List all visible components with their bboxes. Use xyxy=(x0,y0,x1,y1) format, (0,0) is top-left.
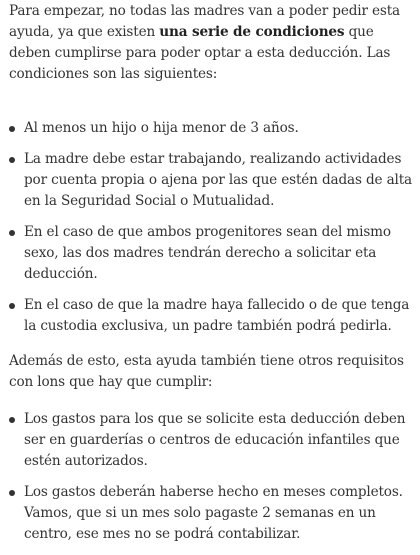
list-item xyxy=(9,149,414,212)
requirements-paragraph: Además de esto, esta ayuda también tiene otros requisitos con lons que hay que cumplir: xyxy=(9,353,404,390)
bullet-icon xyxy=(9,157,15,163)
list-item xyxy=(9,482,414,545)
intro-bold-text: una serie de condiciones xyxy=(159,24,345,40)
intro-text-end: que deben cumplirse para poder optar a esta deducción. Las condiciones son las siguientes: xyxy=(9,24,391,82)
intro-paragraph xyxy=(9,0,414,85)
bullet-icon xyxy=(9,303,15,309)
list-item xyxy=(9,118,414,139)
list-item xyxy=(9,222,414,285)
article-body xyxy=(9,0,414,555)
requirements-list xyxy=(9,409,414,545)
list-item xyxy=(9,409,414,472)
list-item-text: Los gastos para los que se solicite esta deducción deben ser en guarderías o centros de educación infantiles que estén autorizados. xyxy=(24,411,406,469)
list-item-text: Los gastos deberán haberse hecho en meses completos. Vamos, que si un mes solo pagaste 2 semanas en un centro, ese mes no se podrá contabilizar. xyxy=(24,484,403,542)
list-item-text: En el caso de que la madre haya fallecido o de que tenga la custodia exclusiva, un padre también podrá pedirla. xyxy=(24,297,410,334)
conditions-list xyxy=(9,118,414,337)
bullet-icon xyxy=(9,417,15,423)
list-item xyxy=(9,295,414,337)
list-item-text: La madre debe estar trabajando, realizando actividades por cuenta propia o ajena por las que estén dadas de alta en la Seguridad Social o Mutualidad. xyxy=(24,151,412,209)
intro-text-start: Para empezar, no todas las madres van a poder pedir esta ayuda, ya que existen xyxy=(9,3,400,40)
list-item-text: Al menos un hijo o hija menor de 3 años. xyxy=(24,120,299,136)
bullet-icon xyxy=(9,490,15,496)
bullet-icon xyxy=(9,126,15,132)
list-item-text: En el caso de que ambos progenitores sean del mismo sexo, las dos madres tendrán derecho a solicitar eta deducción. xyxy=(24,224,391,282)
bullet-icon xyxy=(9,230,15,236)
